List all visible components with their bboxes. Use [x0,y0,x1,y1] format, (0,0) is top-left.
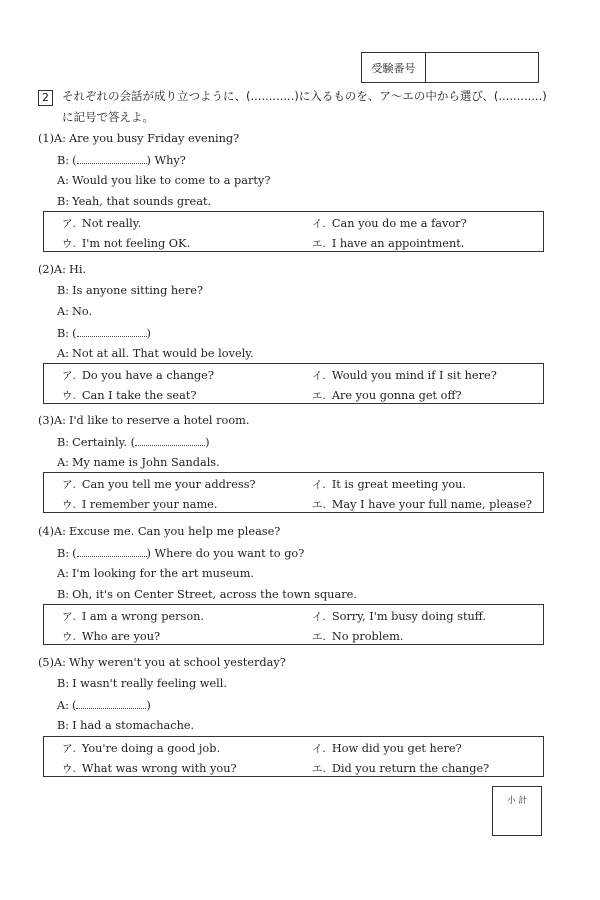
instruction-line-1: それぞれの会話が成り立つように、(............)に入るものを、ア〜エの中から選び、(............) [62,89,547,103]
question-label: (1) [38,132,55,145]
exam-number-label: 受験番号 [362,53,426,82]
answer-blank[interactable] [135,435,205,446]
instruction-line-2: に記号で答えよ。 [62,110,154,124]
line-text: Why weren't you at school yesterday? [68,656,286,669]
dialogue-line [57,305,92,318]
line-text: Are you busy Friday evening? [68,132,240,145]
choice-option [62,236,190,251]
choice-option [312,477,466,492]
answer-blank[interactable] [76,698,146,709]
choice-mark: ウ. [62,390,76,402]
speaker: A: [57,456,69,469]
speaker: B: [57,327,70,340]
answer-blank[interactable] [77,153,147,164]
question-label: (3) [38,414,55,427]
choice-mark: ア. [62,743,76,755]
dialogue-line [57,347,254,360]
choice-text: Do you have a change? [81,369,214,382]
choice-mark: イ. [312,611,326,623]
choice-text: Can you tell me your address? [81,478,256,491]
speaker: A: [57,699,69,712]
choice-option [312,741,462,756]
choice-text: I have an appointment. [331,237,465,250]
choice-text: Who are you? [81,630,161,643]
choice-text: Can you do me a favor? [331,217,467,230]
choice-mark: ウ. [62,238,76,250]
choice-mark: ア. [62,479,76,491]
dialogue-line [57,567,254,580]
dialogue-line [57,456,220,469]
speaker: A: [57,305,69,318]
speaker: B: [57,195,70,208]
choice-option [62,388,196,403]
choice-mark: エ. [312,238,326,250]
speaker: B: [57,588,70,601]
question-label: (5) [38,656,55,669]
choice-text: What was wrong with you? [81,762,237,775]
choice-text: No problem. [331,630,404,643]
choice-mark: ウ. [62,763,76,775]
choices-box [43,363,544,404]
speaker: A: [57,567,69,580]
dialogue-line [57,435,210,449]
choice-text: It is great meeting you. [331,478,467,491]
choice-option [312,216,467,231]
choice-text: Are you gonna get off? [331,389,462,402]
choices-box [43,472,544,513]
line-text: Is anyone sitting here? [72,284,204,297]
speaker: B: [57,284,70,297]
choice-mark: ウ. [62,631,76,643]
speaker: B: [57,547,70,560]
speaker: B: [57,719,70,732]
choice-text: May I have your full name, please? [331,498,532,511]
line-text: Hi. [68,263,87,276]
choice-option [62,368,214,383]
line-text: I wasn't really feeling well. [72,677,227,690]
choice-text: I remember your name. [81,498,218,511]
choice-mark: エ. [312,390,326,402]
choice-text: Can I take the seat? [81,389,197,402]
line-text: My name is John Sandals. [71,456,220,469]
question-label: (2) [38,263,55,276]
line-text: I had a stomachache. [72,719,195,732]
line-text: I'd like to reserve a hotel room. [68,414,250,427]
speaker: A: [57,174,69,187]
choices-box [43,604,544,645]
choice-option [62,741,220,756]
line-text-post: ) Where do you want to go? [146,547,305,560]
line-text: Yeah, that sounds great. [72,195,212,208]
choice-mark: イ. [312,479,326,491]
choice-option [312,629,403,644]
line-text-pre: ( [72,154,77,167]
choice-text: Not really. [81,217,142,230]
dialogue-line [57,588,357,601]
choice-text: Did you return the change? [331,762,490,775]
line-text-post: ) [205,436,210,449]
exam-number-field[interactable] [426,53,538,82]
line-text-post: ) [146,699,151,712]
dialogue-line [57,174,270,187]
choice-mark: イ. [312,743,326,755]
line-text: I'm looking for the art museum. [71,567,254,580]
choice-option [312,388,462,403]
choice-text: I am a wrong person. [81,610,205,623]
choice-mark: イ. [312,370,326,382]
speaker: A: [54,414,66,427]
dialogue-line [38,132,239,145]
section-number: 2 [38,90,53,106]
subtotal-box[interactable] [492,786,542,836]
choice-text: I'm not feeling OK. [81,237,191,250]
choice-option [312,609,486,624]
line-text-pre: ( [71,699,77,712]
line-text-pre: Certainly. ( [72,436,136,449]
question-label: (4) [38,525,55,538]
speaker: A: [54,525,66,538]
speaker: B: [57,436,70,449]
line-text-pre: ( [72,327,77,340]
choice-option [312,761,489,776]
dialogue-line [38,525,280,538]
choice-option [312,236,464,251]
choice-option [62,629,160,644]
answer-blank[interactable] [77,326,147,337]
choice-option [62,216,141,231]
line-text: No. [71,305,93,318]
dialogue-line [57,153,186,167]
dialogue-line [38,263,86,276]
choice-mark: イ. [312,218,326,230]
choice-option [62,761,237,776]
line-text: Excuse me. Can you help me please? [68,525,281,538]
line-text: Not at all. That would be lovely. [71,347,254,360]
speaker: A: [54,263,66,276]
dialogue-line [57,546,304,560]
exam-number-box [361,52,539,83]
choices-box [43,211,544,252]
dialogue-line [38,414,249,427]
choice-mark: ウ. [62,499,76,511]
dialogue-line [57,195,211,208]
line-text-post: ) Why? [146,154,186,167]
line-text: Would you like to come to a party? [71,174,271,187]
choice-mark: ア. [62,370,76,382]
line-text-post: ) [146,327,151,340]
choice-option [312,497,532,512]
choice-text: Sorry, I'm busy doing stuff. [331,610,486,623]
speaker: B: [57,154,70,167]
speaker: A: [57,347,69,360]
choice-option [62,497,217,512]
dialogue-line [38,656,286,669]
dialogue-line [57,284,203,297]
choice-mark: エ. [312,499,326,511]
choice-text: Would you mind if I sit here? [331,369,497,382]
choice-text: How did you get here? [331,742,462,755]
dialogue-line [57,326,151,340]
dialogue-line [57,719,194,732]
subtotal-label: 小 計 [507,796,527,806]
speaker: A: [54,656,66,669]
choice-option [312,368,497,383]
choice-option [62,477,256,492]
choice-text: You're doing a good job. [81,742,221,755]
choice-mark: エ. [312,763,326,775]
speaker: B: [57,677,70,690]
answer-blank[interactable] [77,546,147,557]
choice-mark: ア. [62,611,76,623]
line-text-pre: ( [72,547,77,560]
dialogue-line [57,698,151,712]
choice-mark: ア. [62,218,76,230]
speaker: A: [54,132,66,145]
choice-mark: エ. [312,631,326,643]
choice-option [62,609,204,624]
choices-box [43,736,544,777]
line-text: Oh, it's on Center Street, across the town square. [72,588,357,601]
dialogue-line [57,677,227,690]
